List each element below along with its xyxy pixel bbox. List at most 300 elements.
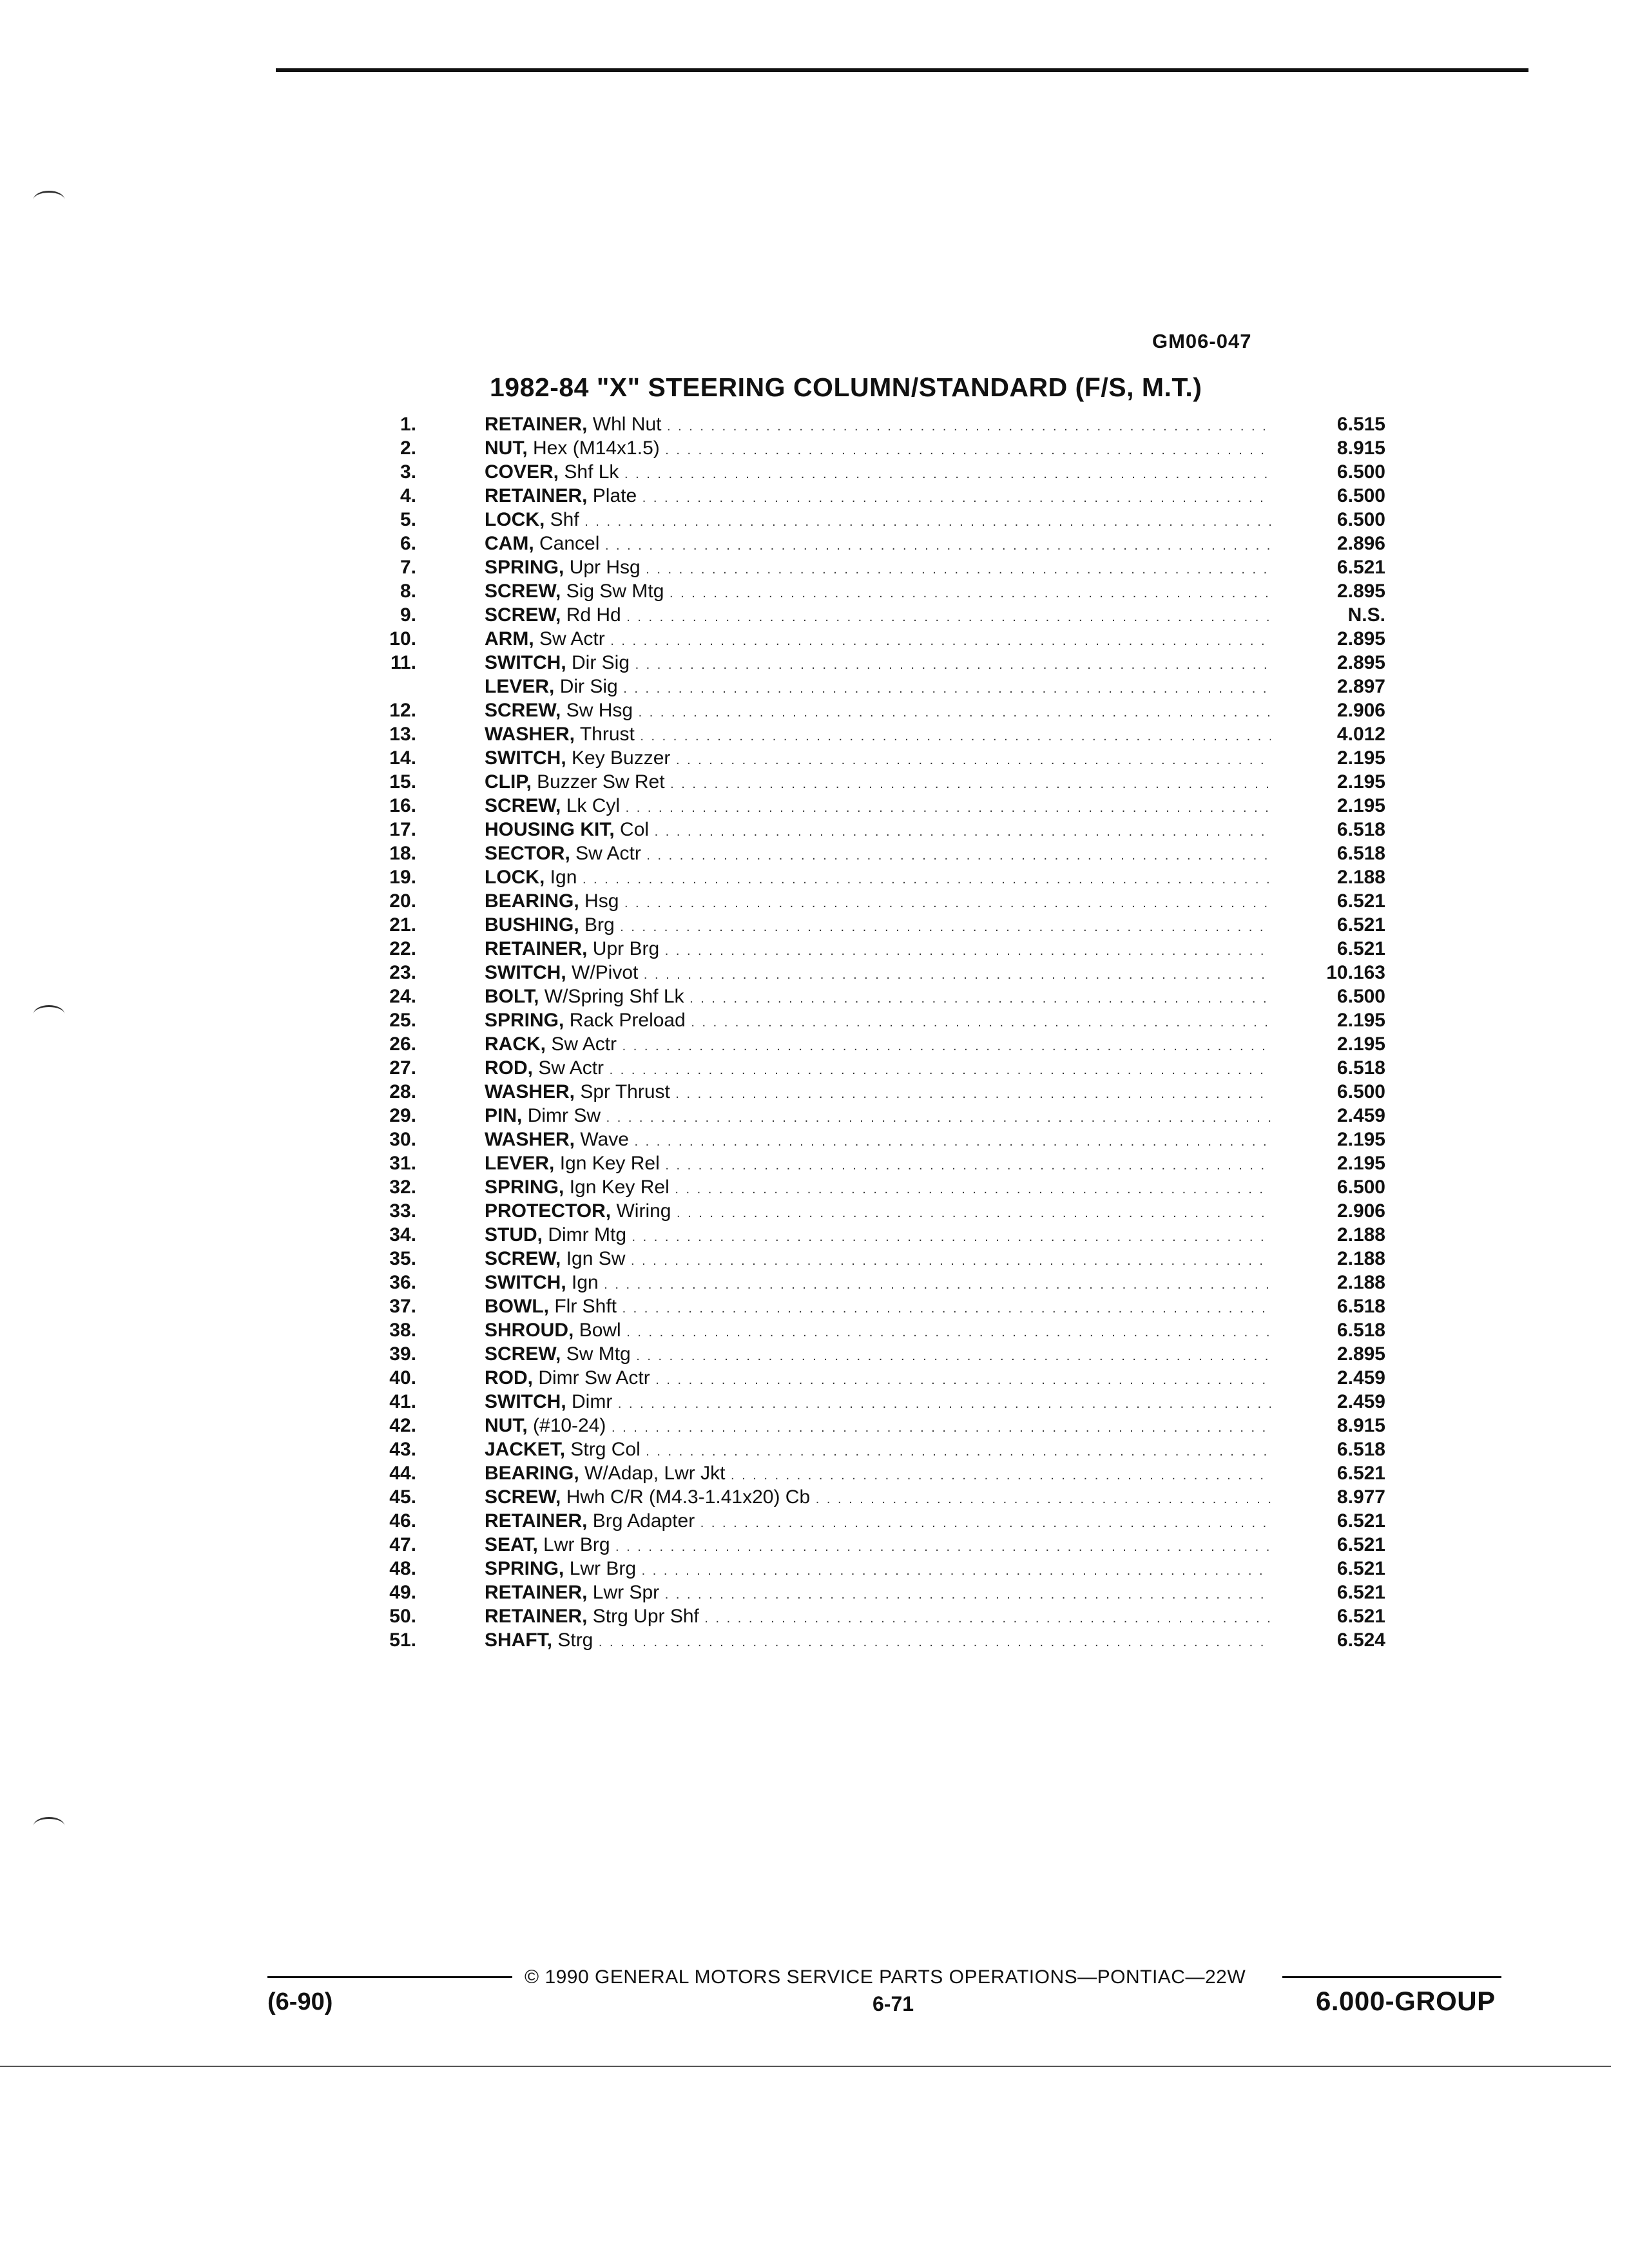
- part-group-number: 6.521: [1336, 1558, 1385, 1579]
- part-number: 37.: [389, 1296, 416, 1317]
- part-name: STUD,: [485, 1224, 543, 1245]
- part-name: ROD,: [485, 1057, 533, 1079]
- part-row: [387, 484, 1392, 508]
- part-group-number: 2.897: [1336, 676, 1385, 697]
- part-name: SPRING,: [485, 1558, 564, 1579]
- part-number: 50.: [389, 1606, 416, 1627]
- part-name: SHROUD,: [485, 1320, 574, 1341]
- part-description: [485, 985, 1271, 1011]
- part-name: SPRING,: [485, 1010, 564, 1031]
- part-name: SEAT,: [485, 1534, 538, 1555]
- part-detail: Sw Actr: [575, 843, 641, 864]
- part-group-number: 6.500: [1336, 1081, 1385, 1102]
- part-number: 28.: [389, 1081, 416, 1102]
- part-detail: Rd Hd: [566, 604, 621, 626]
- part-row: [387, 961, 1392, 985]
- part-number: 36.: [389, 1272, 416, 1293]
- part-row: [387, 532, 1392, 555]
- part-group-number: 6.524: [1336, 1629, 1385, 1651]
- part-detail: Whl Nut: [592, 414, 662, 435]
- part-detail: Col: [620, 819, 650, 840]
- part-group-number: 2.188: [1336, 1272, 1385, 1293]
- part-name: PIN,: [485, 1105, 523, 1126]
- part-name: SWITCH,: [485, 747, 566, 769]
- part-description: [485, 698, 1271, 725]
- part-name: LOCK,: [485, 509, 545, 530]
- part-group-number: 6.521: [1336, 1606, 1385, 1627]
- part-description: [485, 1437, 1271, 1464]
- part-number: 3.: [400, 461, 416, 483]
- part-name: LEVER,: [485, 676, 555, 697]
- part-row: [387, 436, 1392, 460]
- part-row: [387, 1414, 1392, 1437]
- part-number: 16.: [389, 795, 416, 816]
- part-row: [387, 603, 1392, 627]
- part-name: SWITCH,: [485, 652, 566, 673]
- part-name: RETAINER,: [485, 1606, 588, 1627]
- part-group-number: 8.977: [1336, 1486, 1385, 1508]
- part-name: WASHER,: [485, 1081, 575, 1102]
- part-row: [387, 841, 1392, 865]
- part-group-number: 4.012: [1336, 724, 1385, 745]
- part-detail: Buzzer Sw Ret: [537, 771, 665, 793]
- part-detail: Hex (M14x1.5): [533, 437, 660, 459]
- part-name: SCREW,: [485, 604, 561, 626]
- part-group-number: 6.518: [1336, 843, 1385, 864]
- part-row: [387, 1199, 1392, 1223]
- part-row: [387, 1604, 1392, 1628]
- part-number: 32.: [389, 1177, 416, 1198]
- part-description: [485, 1175, 1271, 1202]
- part-row: [387, 1390, 1392, 1414]
- part-name: SWITCH,: [485, 962, 566, 983]
- part-number: 49.: [389, 1582, 416, 1603]
- part-group-number: N.S.: [1347, 604, 1385, 626]
- part-number: 29.: [389, 1105, 416, 1126]
- part-row: [387, 937, 1392, 961]
- part-description: [485, 1247, 1271, 1273]
- part-group-number: 8.915: [1336, 1415, 1385, 1436]
- part-detail: Lk Cyl: [566, 795, 621, 816]
- part-group-number: 6.500: [1336, 986, 1385, 1007]
- part-description: [485, 1223, 1271, 1249]
- part-detail: Wiring: [616, 1200, 671, 1222]
- part-number: 11.: [390, 652, 416, 673]
- part-description: [485, 746, 1271, 773]
- part-number: 33.: [389, 1200, 416, 1222]
- part-name: PROTECTOR,: [485, 1200, 612, 1222]
- revision-date: (6-90): [267, 1988, 333, 2015]
- part-number: 39.: [389, 1343, 416, 1365]
- part-number: 4.: [400, 485, 416, 506]
- part-row: [387, 1175, 1392, 1199]
- part-description: [485, 1032, 1271, 1059]
- part-description: [485, 555, 1271, 582]
- part-row: [387, 1461, 1392, 1485]
- part-description: [485, 436, 1271, 463]
- part-description: [485, 627, 1271, 653]
- part-detail: Hwh C/R (M4.3-1.41x20) Cb: [566, 1486, 811, 1508]
- part-description: [485, 1581, 1271, 1607]
- part-detail: Flr Shft: [554, 1296, 617, 1317]
- part-number: 48.: [389, 1558, 416, 1579]
- part-group-number: 2.895: [1336, 581, 1385, 602]
- part-number: 17.: [389, 819, 416, 840]
- part-description: [485, 1104, 1271, 1130]
- part-name: SCREW,: [485, 795, 561, 816]
- part-group-number: 2.895: [1336, 1343, 1385, 1365]
- part-group-number: 2.195: [1336, 795, 1385, 816]
- part-detail: Dimr: [572, 1391, 613, 1412]
- part-group-number: 10.163: [1326, 962, 1385, 983]
- part-group-number: 6.521: [1336, 1582, 1385, 1603]
- part-name: NUT,: [485, 437, 528, 459]
- part-name: JACKET,: [485, 1439, 566, 1460]
- part-detail: (#10-24): [533, 1415, 606, 1436]
- part-description: [485, 1485, 1271, 1512]
- part-detail: Rack Preload: [569, 1010, 686, 1031]
- part-name: BUSHING,: [485, 914, 579, 936]
- part-row: [387, 651, 1392, 675]
- part-description: [485, 841, 1271, 868]
- part-description: [485, 603, 1271, 629]
- part-group-number: 6.521: [1336, 1463, 1385, 1484]
- part-group-number: 2.188: [1336, 1224, 1385, 1245]
- part-group-number: 2.195: [1336, 1129, 1385, 1150]
- part-name: RACK,: [485, 1033, 546, 1055]
- document-code: GM06-047: [1152, 330, 1252, 352]
- part-name: LOCK,: [485, 867, 545, 888]
- part-detail: Thrust: [579, 724, 635, 745]
- part-number: 6.: [400, 533, 416, 554]
- part-number: 23.: [389, 962, 416, 983]
- part-number: 10.: [389, 628, 416, 649]
- part-description: [485, 1533, 1271, 1559]
- part-detail: Lwr Spr: [592, 1582, 660, 1603]
- part-name: CLIP,: [485, 771, 532, 793]
- part-group-number: 6.521: [1336, 890, 1385, 912]
- part-row: [387, 675, 1392, 698]
- part-name: BOLT,: [485, 986, 539, 1007]
- part-description: [485, 1151, 1271, 1178]
- part-number: 25.: [389, 1010, 416, 1031]
- part-number: 8.: [400, 581, 416, 602]
- part-description: [485, 1128, 1271, 1154]
- part-number: 7.: [400, 557, 416, 578]
- part-number: 18.: [389, 843, 416, 864]
- part-row: [387, 889, 1392, 913]
- part-row: [387, 1485, 1392, 1509]
- part-number: 51.: [389, 1629, 416, 1651]
- part-name: SCREW,: [485, 700, 561, 721]
- part-number: 19.: [389, 867, 416, 888]
- part-description: [485, 1199, 1271, 1225]
- part-description: [485, 460, 1271, 486]
- part-description: [485, 1509, 1271, 1535]
- part-number: 47.: [389, 1534, 416, 1555]
- part-detail: Brg: [584, 914, 615, 936]
- part-number: 40.: [389, 1367, 416, 1389]
- part-description: [485, 412, 1271, 439]
- part-description: [485, 889, 1271, 916]
- part-number: 31.: [389, 1153, 416, 1174]
- part-group-number: 6.521: [1336, 914, 1385, 936]
- part-group-number: 2.188: [1336, 1248, 1385, 1269]
- part-detail: Dir Sig: [572, 652, 630, 673]
- part-description: [485, 579, 1271, 606]
- part-detail: Strg Upr Shf: [592, 1606, 699, 1627]
- part-row: [387, 1056, 1392, 1080]
- part-description: [485, 1271, 1271, 1297]
- part-number: 46.: [389, 1510, 416, 1532]
- part-name: SPRING,: [485, 557, 564, 578]
- part-detail: Strg Col: [570, 1439, 641, 1460]
- part-group-number: 6.500: [1336, 485, 1385, 506]
- part-group-number: 6.515: [1336, 414, 1385, 435]
- bottom-rule: [0, 2066, 1611, 2067]
- part-detail: Ign: [550, 867, 577, 888]
- part-description: [485, 770, 1271, 796]
- part-number: 30.: [389, 1129, 416, 1150]
- part-description: [485, 1604, 1271, 1631]
- part-row: [387, 1628, 1392, 1652]
- part-number: 13.: [389, 724, 416, 745]
- part-group-number: 6.518: [1336, 819, 1385, 840]
- part-description: [485, 865, 1271, 892]
- part-detail: Cancel: [539, 533, 600, 554]
- page-title: 1982-84 "X" STEERING COLUMN/STANDARD (F/S, M.T.): [490, 372, 1202, 402]
- part-group-number: 6.518: [1336, 1296, 1385, 1317]
- part-group-number: 2.459: [1336, 1391, 1385, 1412]
- part-row: [387, 913, 1392, 937]
- part-detail: Dir Sig: [559, 676, 618, 697]
- part-detail: Bowl: [579, 1320, 621, 1341]
- part-group-number: 6.518: [1336, 1057, 1385, 1079]
- part-group-number: 2.896: [1336, 533, 1385, 554]
- part-group-number: 2.195: [1336, 1153, 1385, 1174]
- part-name: BOWL,: [485, 1296, 549, 1317]
- part-row: [387, 1342, 1392, 1366]
- part-detail: Upr Brg: [592, 938, 660, 959]
- part-detail: Sw Actr: [538, 1057, 604, 1079]
- part-number: 14.: [389, 747, 416, 769]
- part-row: [387, 698, 1392, 722]
- part-detail: Sw Mtg: [566, 1343, 631, 1365]
- part-row: [387, 818, 1392, 841]
- part-detail: W/Adap, Lwr Jkt: [584, 1463, 726, 1484]
- part-group-number: 2.195: [1336, 771, 1385, 793]
- part-row: [387, 1581, 1392, 1604]
- part-number: 27.: [389, 1057, 416, 1079]
- part-row: [387, 508, 1392, 532]
- part-description: [485, 1342, 1271, 1369]
- part-name: SCREW,: [485, 1343, 561, 1365]
- part-detail: Sw Actr: [539, 628, 605, 649]
- part-row: [387, 1223, 1392, 1247]
- part-row: [387, 1509, 1392, 1533]
- part-name: CAM,: [485, 533, 534, 554]
- part-group-number: 2.195: [1336, 747, 1385, 769]
- part-name: SPRING,: [485, 1177, 564, 1198]
- part-name: ARM,: [485, 628, 534, 649]
- part-description: [485, 1390, 1271, 1416]
- part-name: SWITCH,: [485, 1272, 566, 1293]
- part-description: [485, 1366, 1271, 1392]
- part-description: [485, 913, 1271, 939]
- part-row: [387, 1271, 1392, 1294]
- part-row: [387, 770, 1392, 794]
- part-description: [485, 1461, 1271, 1488]
- part-number: 2.: [400, 437, 416, 459]
- part-detail: Strg: [557, 1629, 593, 1651]
- part-description: [485, 1294, 1271, 1321]
- parts-list: [387, 412, 1392, 1652]
- part-row: [387, 1032, 1392, 1056]
- part-name: BEARING,: [485, 890, 579, 912]
- part-name: RETAINER,: [485, 938, 588, 959]
- part-detail: Hsg: [584, 890, 619, 912]
- part-group-number: 6.521: [1336, 938, 1385, 959]
- part-description: [485, 722, 1271, 749]
- part-description: [485, 651, 1271, 677]
- part-group-number: 6.521: [1336, 557, 1385, 578]
- part-group-number: 2.195: [1336, 1033, 1385, 1055]
- part-detail: Plate: [592, 485, 637, 506]
- part-detail: Lwr Brg: [569, 1558, 637, 1579]
- footer-rule-right: [1282, 1976, 1501, 1978]
- part-detail: Upr Hsg: [569, 557, 641, 578]
- part-name: RETAINER,: [485, 485, 588, 506]
- part-number: 24.: [389, 986, 416, 1007]
- part-description: [485, 1414, 1271, 1440]
- part-number: 44.: [389, 1463, 416, 1484]
- part-number: 15.: [389, 771, 416, 793]
- part-description: [485, 818, 1271, 844]
- part-detail: Dimr Sw: [527, 1105, 601, 1126]
- part-detail: Ign: [572, 1272, 599, 1293]
- part-description: [485, 794, 1271, 820]
- part-name: SHAFT,: [485, 1629, 552, 1651]
- part-name: HOUSING KIT,: [485, 819, 615, 840]
- part-group-number: 6.518: [1336, 1439, 1385, 1460]
- part-name: WASHER,: [485, 724, 575, 745]
- part-description: [485, 1557, 1271, 1583]
- part-detail: Shf: [550, 509, 579, 530]
- part-description: [485, 937, 1271, 963]
- part-name: ROD,: [485, 1367, 533, 1389]
- part-group-number: 2.895: [1336, 628, 1385, 649]
- copyright-notice: © 1990 GENERAL MOTORS SERVICE PARTS OPERATIONS—PONTIAC—22W: [525, 1966, 1246, 1988]
- part-row: [387, 794, 1392, 818]
- page-number: 6-71: [872, 1992, 914, 2015]
- part-number: 35.: [389, 1248, 416, 1269]
- part-group-number: 2.906: [1336, 700, 1385, 721]
- part-name: SWITCH,: [485, 1391, 566, 1412]
- part-group-number: 2.459: [1336, 1367, 1385, 1389]
- part-row: [387, 1437, 1392, 1461]
- part-description: [485, 675, 1271, 701]
- part-number: 22.: [389, 938, 416, 959]
- part-group-number: 8.915: [1336, 437, 1385, 459]
- part-name: SCREW,: [485, 1486, 561, 1508]
- part-description: [485, 1056, 1271, 1082]
- part-row: [387, 1318, 1392, 1342]
- part-group-number: 6.521: [1336, 1510, 1385, 1532]
- part-row: [387, 555, 1392, 579]
- part-row: [387, 1128, 1392, 1151]
- part-group-number: 2.906: [1336, 1200, 1385, 1222]
- part-detail: Ign Key Rel: [569, 1177, 670, 1198]
- part-name: SCREW,: [485, 581, 561, 602]
- part-description: [485, 1318, 1271, 1345]
- part-description: [485, 1008, 1271, 1035]
- part-row: [387, 1151, 1392, 1175]
- part-number: 1.: [400, 414, 416, 435]
- hole-punch-mark: [34, 1005, 64, 1023]
- hole-punch-mark: [34, 1817, 64, 1834]
- part-detail: Lwr Brg: [543, 1534, 610, 1555]
- part-name: SECTOR,: [485, 843, 570, 864]
- hole-punch-mark: [34, 191, 64, 208]
- part-detail: Brg Adapter: [592, 1510, 695, 1532]
- part-number: 21.: [389, 914, 416, 936]
- part-group-number: 6.500: [1336, 461, 1385, 483]
- part-number: 12.: [389, 700, 416, 721]
- part-name: RETAINER,: [485, 1510, 588, 1532]
- part-description: [485, 532, 1271, 558]
- part-row: [387, 1008, 1392, 1032]
- part-row: [387, 1294, 1392, 1318]
- part-group-number: 2.895: [1336, 652, 1385, 673]
- part-row: [387, 865, 1392, 889]
- part-name: RETAINER,: [485, 1582, 588, 1603]
- part-description: [485, 1628, 1271, 1655]
- part-row: [387, 746, 1392, 770]
- part-name: RETAINER,: [485, 414, 588, 435]
- part-row: [387, 722, 1392, 746]
- part-row: [387, 460, 1392, 484]
- part-group-number: 6.521: [1336, 1534, 1385, 1555]
- part-name: LEVER,: [485, 1153, 555, 1174]
- part-detail: Shf Lk: [564, 461, 619, 483]
- part-row: [387, 1557, 1392, 1581]
- part-row: [387, 1247, 1392, 1271]
- part-group-number: 2.459: [1336, 1105, 1385, 1126]
- part-number: 5.: [400, 509, 416, 530]
- part-row: [387, 1104, 1392, 1128]
- part-detail: Dimr Sw Actr: [538, 1367, 650, 1389]
- part-detail: Dimr Mtg: [548, 1224, 626, 1245]
- part-group-number: 2.195: [1336, 1010, 1385, 1031]
- part-row: [387, 579, 1392, 603]
- part-detail: Sw Hsg: [566, 700, 633, 721]
- part-number: 41.: [389, 1391, 416, 1412]
- part-group-number: 2.188: [1336, 867, 1385, 888]
- group-number: 6.000-GROUP: [1316, 1986, 1496, 2016]
- part-row: [387, 627, 1392, 651]
- part-group-number: 6.518: [1336, 1320, 1385, 1341]
- part-number: 45.: [389, 1486, 416, 1508]
- part-number: 9.: [400, 604, 416, 626]
- part-name: SCREW,: [485, 1248, 561, 1269]
- part-row: [387, 1080, 1392, 1104]
- part-number: 34.: [389, 1224, 416, 1245]
- part-number: 26.: [389, 1033, 416, 1055]
- part-detail: Ign Sw: [566, 1248, 626, 1269]
- part-number: 38.: [389, 1320, 416, 1341]
- part-detail: W/Spring Shf Lk: [544, 986, 684, 1007]
- part-row: [387, 985, 1392, 1008]
